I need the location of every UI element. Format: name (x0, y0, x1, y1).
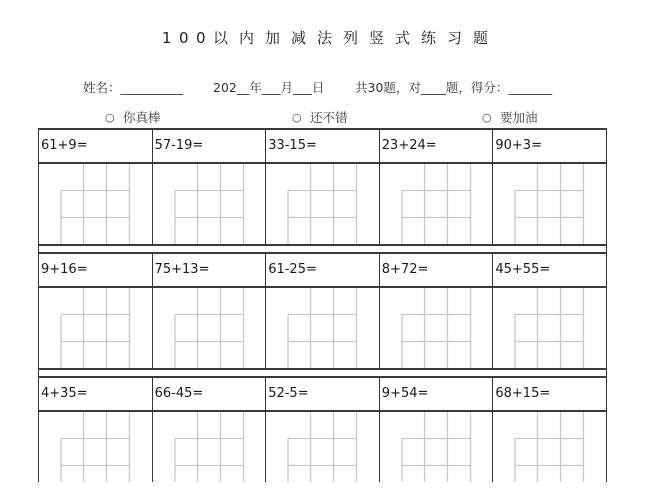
grid-lines-icon (493, 164, 605, 244)
problem-cell (39, 130, 152, 244)
page-title (162, 28, 499, 48)
answer-grid (153, 164, 266, 244)
grid-lines-icon (39, 288, 151, 368)
name-blank: __________ (120, 80, 184, 95)
rating-label: 你真棒 (123, 110, 161, 125)
grid-lines-icon (493, 288, 605, 368)
problem-text: 68+15= (493, 378, 606, 412)
problem-cell (379, 378, 493, 482)
problem-text: 23+24= (380, 130, 493, 164)
rating-label: 还不错 (310, 110, 348, 125)
problem-cell (152, 378, 266, 482)
title-char: 习 (447, 29, 463, 47)
student-name-field (83, 80, 183, 96)
title-char: 法 (317, 29, 333, 47)
grid-lines-icon (380, 288, 492, 368)
problem-cell (152, 130, 266, 244)
circle-icon: ○ (482, 111, 492, 124)
answer-grid (266, 412, 379, 482)
problem-row (39, 252, 606, 370)
problem-cell (265, 378, 379, 482)
problem-cell (39, 254, 152, 368)
name-label: 姓名： (83, 80, 121, 95)
title-char: 题 (473, 29, 489, 47)
answer-grid (266, 164, 379, 244)
answer-grid (153, 288, 266, 368)
answer-grid (39, 164, 152, 244)
problem-sheet (38, 128, 607, 482)
grid-lines-icon (266, 288, 378, 368)
answer-grid (39, 288, 152, 368)
problem-text: 66-45= (153, 378, 266, 412)
rating-option-try-harder (482, 110, 538, 126)
problem-cell (265, 130, 379, 244)
problem-cell (379, 130, 493, 244)
title-char: 加 (265, 29, 281, 47)
date-field: 202__年___月___日 (213, 80, 325, 95)
circle-icon: ○ (105, 111, 115, 124)
grid-lines-icon (39, 412, 151, 482)
title-char: 列 (343, 29, 359, 47)
grid-lines-icon (153, 288, 265, 368)
grid-lines-icon (493, 412, 605, 482)
problem-cell (39, 378, 152, 482)
problem-text: 33-15= (266, 130, 379, 164)
grid-lines-icon (266, 164, 378, 244)
answer-grid (493, 288, 606, 368)
problem-cell (492, 378, 606, 482)
answer-grid (153, 412, 266, 482)
problem-text: 90+3= (493, 130, 606, 164)
title-char: 竖 (369, 29, 385, 47)
problem-text: 45+55= (493, 254, 606, 288)
rating-option-good (292, 110, 348, 126)
score-field: 共30题，对____题，得分：_______ (355, 80, 553, 95)
answer-grid (380, 288, 493, 368)
problem-text: 57-19= (153, 130, 266, 164)
title-char: 减 (291, 29, 307, 47)
title-char: 内 (239, 29, 255, 47)
answer-grid (493, 164, 606, 244)
problem-text: 61+9= (39, 130, 152, 164)
problem-text: 61-25= (266, 254, 379, 288)
grid-lines-icon (153, 412, 265, 482)
title-char: 1 (162, 29, 172, 47)
title-char: 0 (179, 29, 189, 47)
grid-lines-icon (380, 164, 492, 244)
grid-lines-icon (266, 412, 378, 482)
problem-text: 4+35= (39, 378, 152, 412)
title-char: 以 (213, 29, 229, 47)
grid-lines-icon (380, 412, 492, 482)
answer-grid (380, 164, 493, 244)
answer-grid (380, 412, 493, 482)
problem-row (39, 128, 606, 246)
problem-cell (379, 254, 493, 368)
rating-label: 要加油 (500, 110, 538, 125)
problem-cell (492, 130, 606, 244)
problem-text: 8+72= (380, 254, 493, 288)
grid-lines-icon (153, 164, 265, 244)
grid-lines-icon (39, 164, 151, 244)
problem-cell (265, 254, 379, 368)
problem-row (39, 376, 606, 482)
answer-grid (493, 412, 606, 482)
answer-grid (266, 288, 379, 368)
circle-icon: ○ (292, 111, 302, 124)
rating-option-great (105, 110, 161, 126)
title-char: 练 (421, 29, 437, 47)
answer-grid (39, 412, 152, 482)
problem-text: 75+13= (153, 254, 266, 288)
title-char: 0 (196, 29, 206, 47)
problem-text: 9+54= (380, 378, 493, 412)
problem-cell (492, 254, 606, 368)
problem-cell (152, 254, 266, 368)
title-char: 式 (395, 29, 411, 47)
problem-text: 52-5= (266, 378, 379, 412)
problem-text: 9+16= (39, 254, 152, 288)
